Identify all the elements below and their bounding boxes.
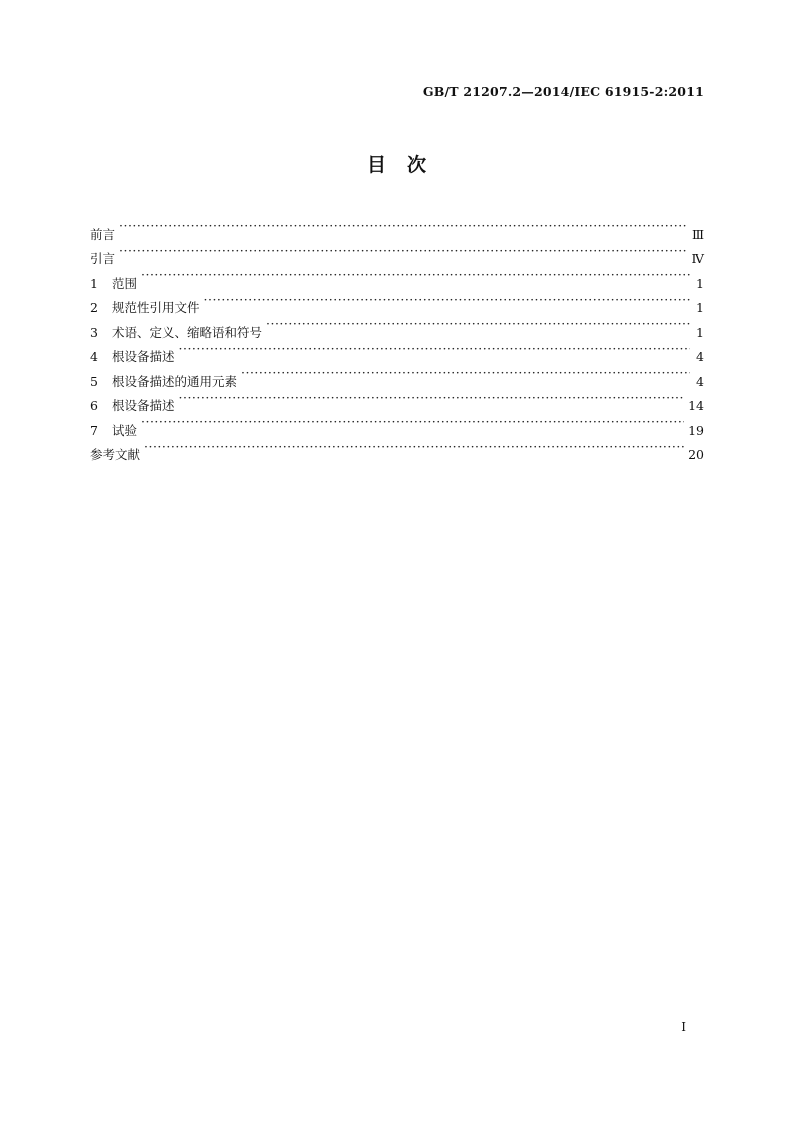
toc-page-number: 14: [688, 398, 704, 413]
page-title: [0, 150, 794, 177]
toc-label: 术语、定义、缩略语和符号: [112, 324, 263, 340]
toc-leader-dots: [119, 214, 688, 239]
toc-entry-introduction[interactable]: [90, 239, 704, 264]
toc-section-number: 3: [90, 324, 98, 340]
toc-leader-dots: [144, 435, 684, 460]
toc-leader-dots: [141, 263, 690, 288]
toc-label: 试验: [112, 422, 138, 438]
toc-page-number: Ⅳ: [691, 251, 704, 266]
table-of-contents: [90, 214, 704, 462]
page-title-text: 目 次: [366, 154, 427, 176]
toc-label: 前言: [90, 226, 116, 242]
toc-section-number: 2: [90, 300, 98, 315]
toc-page-number: 19: [688, 422, 704, 438]
toc-page-number: 1: [696, 324, 704, 340]
toc-page-number: 4: [696, 349, 704, 364]
toc-leader-dots: [266, 312, 690, 337]
toc-page-number: 1: [696, 275, 704, 291]
toc-leader-dots: [241, 361, 690, 386]
toc-label: 根设备描述的通用元素: [112, 373, 238, 389]
toc-label: 根设备描述: [112, 398, 175, 413]
toc-section-number: 4: [90, 349, 98, 364]
toc-section-number: 6: [90, 398, 98, 413]
toc-page-number: 4: [696, 373, 704, 389]
toc-entry-preface[interactable]: [90, 214, 704, 242]
toc-entry-bibliography[interactable]: [90, 435, 704, 460]
toc-leader-dots: [141, 410, 684, 435]
toc-section-number: 1: [90, 275, 98, 291]
toc-entry-1[interactable]: [90, 263, 704, 291]
toc-leader-dots: [179, 386, 685, 411]
toc-label: 根设备描述: [112, 349, 175, 364]
toc-section-number: 7: [90, 422, 98, 438]
toc-label: 范围: [112, 275, 138, 291]
toc-entry-6[interactable]: [90, 386, 704, 411]
toc-leader-dots: [204, 288, 690, 313]
toc-entry-4[interactable]: [90, 337, 704, 362]
standard-code: GB/T 21207.2—2014/IEC 61915-2:2011: [422, 84, 704, 99]
toc-entry-7[interactable]: [90, 410, 704, 438]
toc-section-number: 5: [90, 373, 98, 389]
toc-label: 规范性引用文件: [112, 300, 200, 315]
toc-page-number: 1: [696, 300, 704, 315]
toc-entry-5[interactable]: [90, 361, 704, 389]
toc-leader-dots: [179, 337, 690, 362]
toc-label: 引言: [90, 251, 116, 266]
page-number: Ⅰ: [681, 1020, 686, 1034]
toc-leader-dots: [119, 239, 687, 264]
toc-label: 参考文献: [90, 447, 141, 462]
toc-page-number: 20: [688, 447, 704, 462]
toc-entry-2[interactable]: [90, 288, 704, 313]
toc-page-number: Ⅲ: [691, 226, 704, 242]
